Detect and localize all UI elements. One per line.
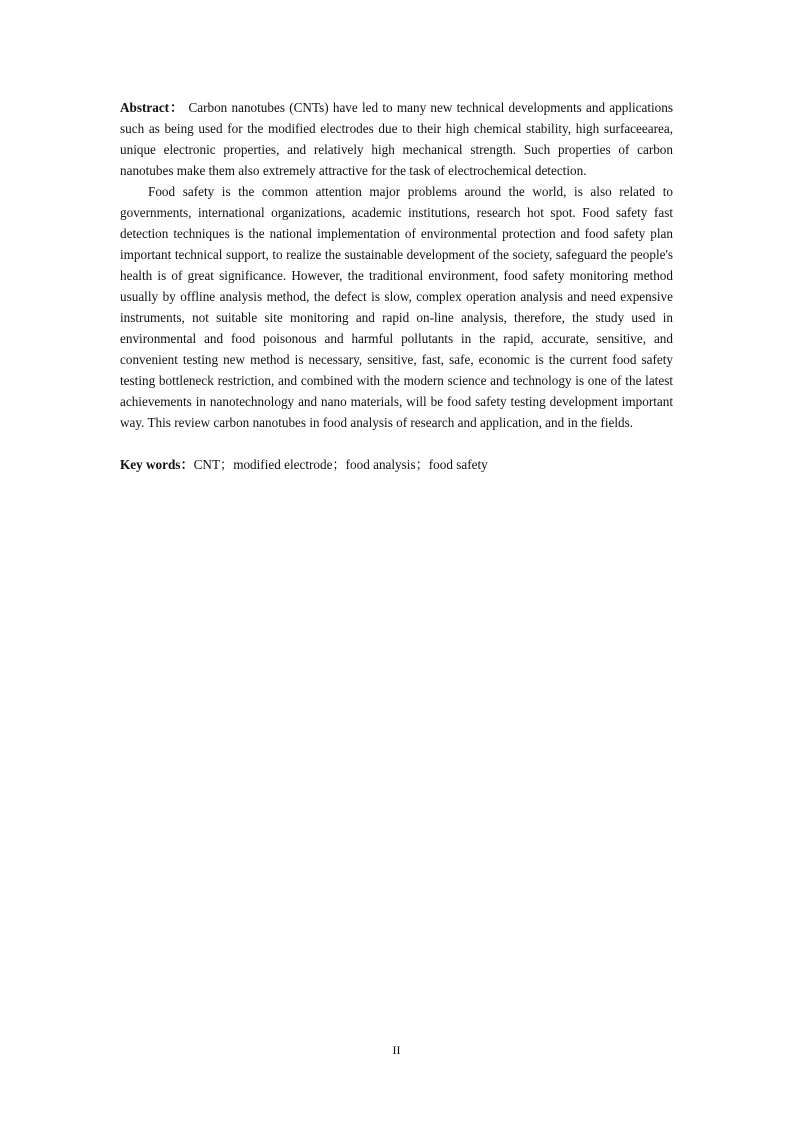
abstract-paragraph-1 <box>120 97 673 181</box>
keywords-label: Key words： <box>120 457 194 472</box>
page-number: II <box>392 1043 401 1057</box>
document-body <box>120 97 673 475</box>
abstract-paragraph-2: Food safety is the common attention major problems around the world, is also related to governments, international organizations, academic institutions, research hot spot. Food safety fast detection techniques is the national implementation of environmental protection and food safety plan important technical support, to realize the sustainable development of the society, safeguard the people's health is of great significance. However, the traditional environment, food safety monitoring method usually by offline analysis method, the defect is slow, complex operation analysis and need expensive instruments, not suitable site monitoring and rapid on-line analysis, therefore, the study used in environmental and food poisonous and harmful pollutants in the rapid, accurate, sensitive, and convenient testing new method is necessary, sensitive, fast, safe, economic is the current food safety testing bottleneck restriction, and combined with the modern science and technology is one of the latest achievements in nanotechnology and nano materials, will be food safety testing development important way. This review carbon nanotubes in food analysis of research and application, and in the fields. <box>120 184 673 430</box>
keywords-value: CNT；modified electrode；food analysis；food safety <box>193 457 488 472</box>
abstract-label: Abstract： <box>120 100 185 115</box>
keywords-line <box>120 454 673 475</box>
abstract-text-1: Carbon nanotubes (CNTs) have led to many new technical developments and applications such as being used for the modified electrodes due to their high chemical stability, high surfaceearea, unique electronic properties, and relatively high mechanical strength. Such properties of carbon nanotubes make them also extremely attractive for the task of electrochemical detection. <box>120 100 674 178</box>
